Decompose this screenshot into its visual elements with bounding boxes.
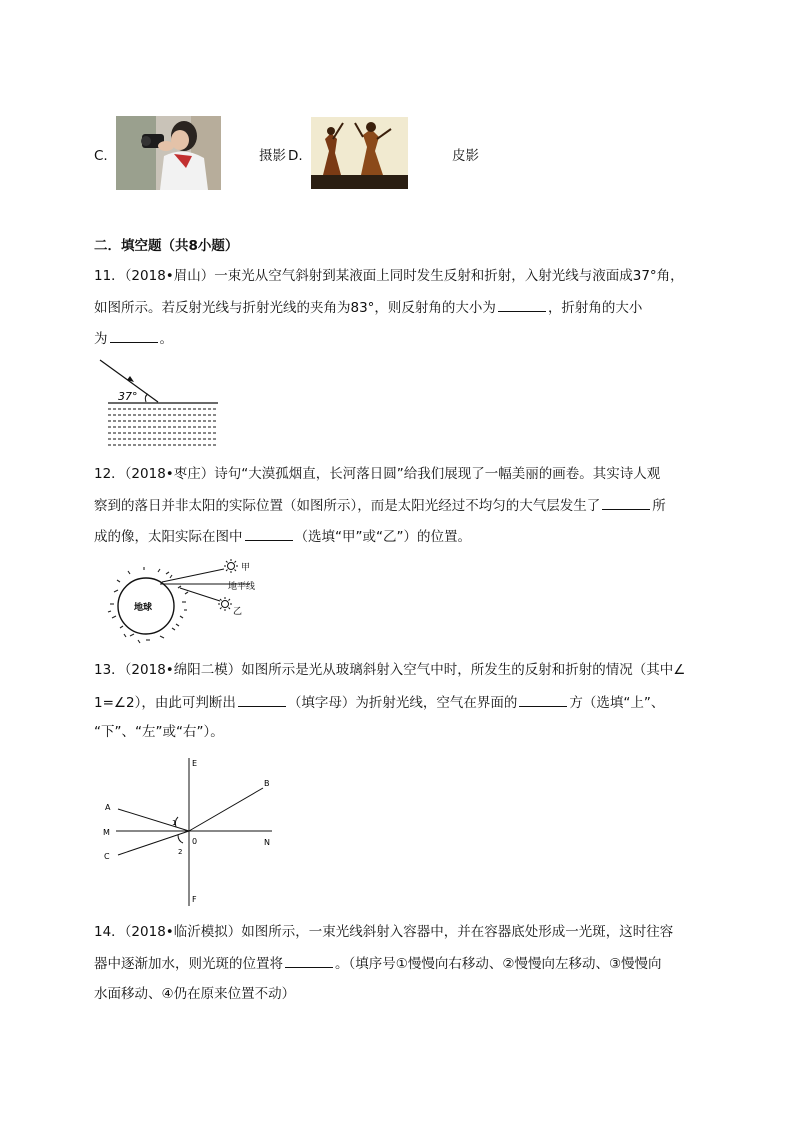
option-c-caption: 摄影: [259, 148, 286, 164]
photographer-image: [116, 116, 221, 190]
q11-text-2b: ，折射角的大小: [547, 300, 643, 316]
angle-2-arc: [178, 835, 183, 843]
q11-text-2a: 如图所示。若反射光线与折射光线的夹角为83°，则反射角的大小为: [94, 300, 496, 316]
earth-label: 地球: [134, 603, 153, 613]
q11-line1: 11．（2018•眉山）一束光从空气斜射到某液面上同时发生反射和折射，入射光线与液面成37°角，: [94, 268, 684, 284]
ray-OB: [189, 788, 263, 831]
label-yi: 乙: [233, 607, 243, 617]
q13-line1: 13．（2018•绵阳二模）如图所示是光从玻璃斜射入空气中时，所发生的反射和折射的情况（其中∠: [94, 662, 686, 678]
q14-line3: 水面移动、④仍在原来位置不动）: [94, 986, 296, 1002]
q13-blank-air-side[interactable]: [519, 692, 567, 707]
q12-text-2b: 所: [652, 498, 666, 514]
option-d-label: D.: [288, 148, 303, 164]
q13-text-2b: （填字母）为折射光线，空气在界面的: [287, 695, 518, 711]
sun-ray-yi: [180, 588, 220, 601]
label-O: 0: [192, 837, 198, 846]
q12-blank-position[interactable]: [245, 526, 293, 541]
label-E: E: [192, 759, 198, 768]
label-C: C: [104, 852, 110, 861]
sun-yi-icon: [218, 597, 232, 611]
shadow-puppet-image: [311, 117, 408, 189]
label-horizon: 地平线: [228, 582, 256, 592]
label-F: F: [192, 895, 197, 904]
ray-AO: [118, 809, 189, 831]
q14-blank-position[interactable]: [285, 953, 333, 968]
q11-text-3b: 。: [159, 331, 173, 347]
q12-text-3b: （选填“甲”或“乙”）的位置。: [294, 529, 471, 545]
label-A: A: [105, 803, 111, 812]
label-2: 2: [178, 848, 183, 856]
q13-text-2a: 1=∠2），由此可判断出: [94, 695, 236, 711]
label-jia: 甲: [241, 563, 251, 573]
sun-jia-icon: [224, 559, 238, 573]
q12-line3: [94, 526, 471, 547]
incident-ray-arrow: [127, 376, 134, 382]
q11-line3: [94, 328, 173, 349]
q14-text-2a: 器中逐渐加水，则光斑的位置将: [94, 956, 283, 972]
q14-text-2b: 。（填序号①慢慢向右移动、②慢慢向左移动、③慢慢向: [335, 956, 662, 972]
option-d-caption: 皮影: [452, 148, 479, 164]
section-title: 二．填空题（共8小题）: [94, 238, 239, 254]
label-1: 1: [172, 819, 177, 827]
q12-blank-phenomenon[interactable]: [602, 495, 650, 510]
q14-line1: 14．（2018•临沂模拟）如图所示，一束光线斜射入容器中，并在容器底处形成一光斑，这时往容: [94, 924, 674, 940]
q13-line2: [94, 692, 664, 713]
q13-line3: “下”、“左”或“右”）。: [94, 724, 224, 740]
q12-line2: [94, 495, 666, 516]
q11-line2: [94, 297, 642, 318]
label-N: N: [264, 838, 270, 847]
q13-blank-refracted-ray[interactable]: [238, 692, 286, 707]
q11-figure: [96, 356, 220, 452]
q13-text-2c: 方（选填“上”、: [569, 695, 665, 711]
q12-text-3a: 成的像，太阳实际在图中: [94, 529, 243, 545]
label-B: B: [264, 779, 270, 788]
label-M: M: [103, 828, 110, 837]
q12-line1: 12．（2018•枣庄）诗句“大漠孤烟直，长河落日圆”给我们展现了一幅美丽的画卷。其实诗人观: [94, 466, 661, 482]
q12-text-2a: 察到的落日并非太阳的实际位置（如图所示），而是太阳光经过不均匀的大气层发生了: [94, 498, 601, 514]
q11-blank-refraction-angle[interactable]: [110, 328, 158, 343]
liquid-pattern: [108, 409, 218, 445]
q11-text-3a: 为: [94, 331, 108, 347]
q14-line2: [94, 953, 662, 974]
q11-angle-label: 37°: [118, 390, 138, 403]
q11-blank-reflection-angle[interactable]: [498, 297, 546, 312]
option-c-label: C.: [94, 148, 108, 164]
q13-figure: [98, 756, 278, 908]
q12-figure: [100, 556, 260, 646]
